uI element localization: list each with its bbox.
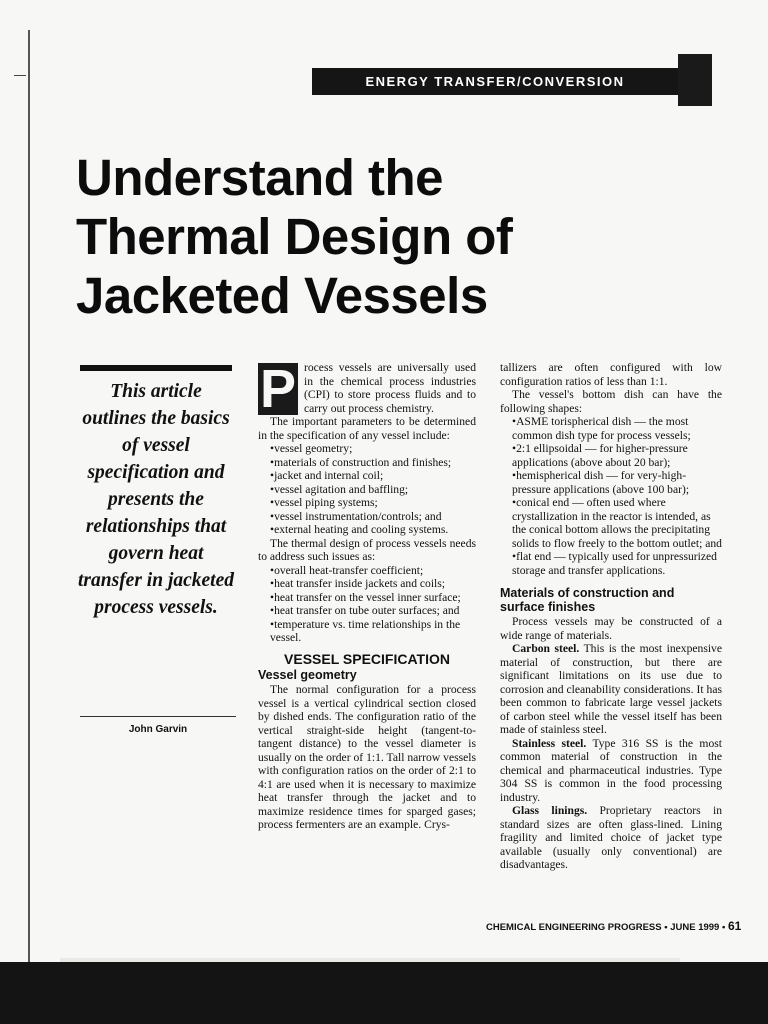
issue-date: JUNE 1999 <box>670 922 720 933</box>
list-item: • vessel instrumentation/controls; and <box>258 510 476 524</box>
continued-paragraph: tallizers are often configured with low configuration ratios of less than 1:1. <box>500 361 722 388</box>
article-title <box>76 148 512 325</box>
list-item: • heat transfer on tube outer surfaces; and <box>258 604 476 618</box>
section-label: ENERGY TRANSFER/CONVERSION <box>312 68 678 95</box>
stainless-steel-paragraph <box>500 737 722 805</box>
list-item: • materials of construction and finishes; <box>258 456 476 470</box>
author-byline: John Garvin <box>128 724 188 735</box>
scan-dark-border <box>0 962 768 1024</box>
title-line-2: Thermal Design of <box>76 208 513 265</box>
subsection-heading: Vessel geometry <box>258 668 357 682</box>
parameters-lead: The important parameters to be determined in the specification of any vessel include: <box>258 415 476 442</box>
list-item: • vessel agitation and baffling; <box>258 483 476 497</box>
materials-heading: Materials of construction and surface finishes <box>500 586 675 614</box>
text-column-1 <box>258 361 476 832</box>
page-spine-line <box>28 30 30 970</box>
list-item: • external heating and cooling systems. <box>258 523 476 537</box>
list-item: • overall heat-transfer coefficient; <box>258 564 476 578</box>
author-rule <box>80 716 236 717</box>
footer-separator: • <box>664 922 668 933</box>
list-item: • heat transfer inside jackets and coils; <box>258 577 476 591</box>
list-item: • vessel piping systems; <box>258 496 476 510</box>
issues-lead: The thermal design of process vessels needs to address such issues as: <box>258 536 476 563</box>
title-line-3: Jacketed Vessels <box>76 267 488 324</box>
intro-paragraph: rocess vessels are universally used in the chemical process industries (CPI) to store process fluids and to carry out process chemistry. <box>304 361 476 415</box>
list-item: • 2:1 ellipsoidal — for higher-pressure applications (above about 20 bar); <box>500 442 722 469</box>
text-column-2 <box>500 361 722 872</box>
footer-separator: • <box>721 922 726 933</box>
parameters-list <box>258 442 476 537</box>
glass-linings-title: Glass linings. <box>512 804 588 817</box>
list-item: • heat transfer on the vessel inner surface; <box>258 591 476 605</box>
list-item: • jacket and internal coil; <box>258 469 476 483</box>
glass-linings-text: Proprietary reactors in standard sizes are often glass-lined. Lining fragility and limited choice of jacket type available (usually only conventional) are disadvantages. <box>500 804 722 871</box>
geometry-paragraph: The normal configuration for a process vessel is a vertical cylindrical section closed by dished ends. The configuration ratio of the vertical straight-side height (tangent-to-tangent distance) to the vessel diameter is usually on the order of 1:1. Tall narrow vessels with configuration ratios on the order of 2:1 to 4:1 are used when it is necessary to maximize heat transfer through the jacket and to maximize residence times for sparged gases; process fermenters are an example. Crys- <box>258 683 476 831</box>
list-item: • temperature vs. time relationships in the vessel. <box>258 618 476 645</box>
section-band-tab <box>678 54 712 106</box>
drop-cap: P <box>259 359 297 419</box>
issues-list <box>258 564 476 645</box>
glass-linings-paragraph <box>500 804 722 872</box>
dish-shape-list <box>500 415 722 577</box>
section-heading: VESSEL SPECIFICATION <box>284 650 450 667</box>
deck-rule <box>80 365 232 371</box>
dish-lead: The vessel's bottom dish can have the following shapes: <box>500 388 722 415</box>
materials-intro: Process vessels may be constructed of a wide range of materials. <box>500 615 722 642</box>
carbon-steel-text: This is the most inexpensive material of construction, but there are significant limitations on its use due to corrosion and cleanability considerations. It has been common to fabricate large vessel jackets of carbon steel while the vessel itself has been made of stainless steel. <box>500 642 722 736</box>
list-item: • conical end — often used where crystallization in the reactor is intended, as the conical bottom allows the precipitating solids to flow freely to the bottom outlet; and <box>500 496 722 550</box>
page-footer <box>486 919 741 933</box>
journal-name: CHEMICAL ENGINEERING PROGRESS <box>486 922 662 933</box>
list-item: • flat end — typically used for unpressurized storage and transfer applications. <box>500 550 722 577</box>
carbon-steel-title: Carbon steel. <box>512 642 580 655</box>
stainless-steel-text: Type 316 SS is the most common material of construction in the chemical and pharmaceutical industries. Type 304 SS is common in the food processing industry. <box>500 736 722 804</box>
list-item: • ASME torispherical dish — the most common dish type for process vessels; <box>500 415 722 442</box>
list-item: • vessel geometry; <box>258 442 476 456</box>
list-item: • hemispherical dish — for very-high-pressure applications (above 100 bar); <box>500 469 722 496</box>
carbon-steel-paragraph <box>500 642 722 737</box>
title-line-1: Understand the <box>76 149 444 206</box>
page-number: 61 <box>727 919 742 933</box>
margin-tick-mark <box>14 75 26 76</box>
stainless-steel-title: Stainless steel. <box>512 736 587 750</box>
article-deck: This article outlines the basics of vessel specification and presents the relationships that govern heat transfer in jacketed process vessels. <box>78 381 234 618</box>
